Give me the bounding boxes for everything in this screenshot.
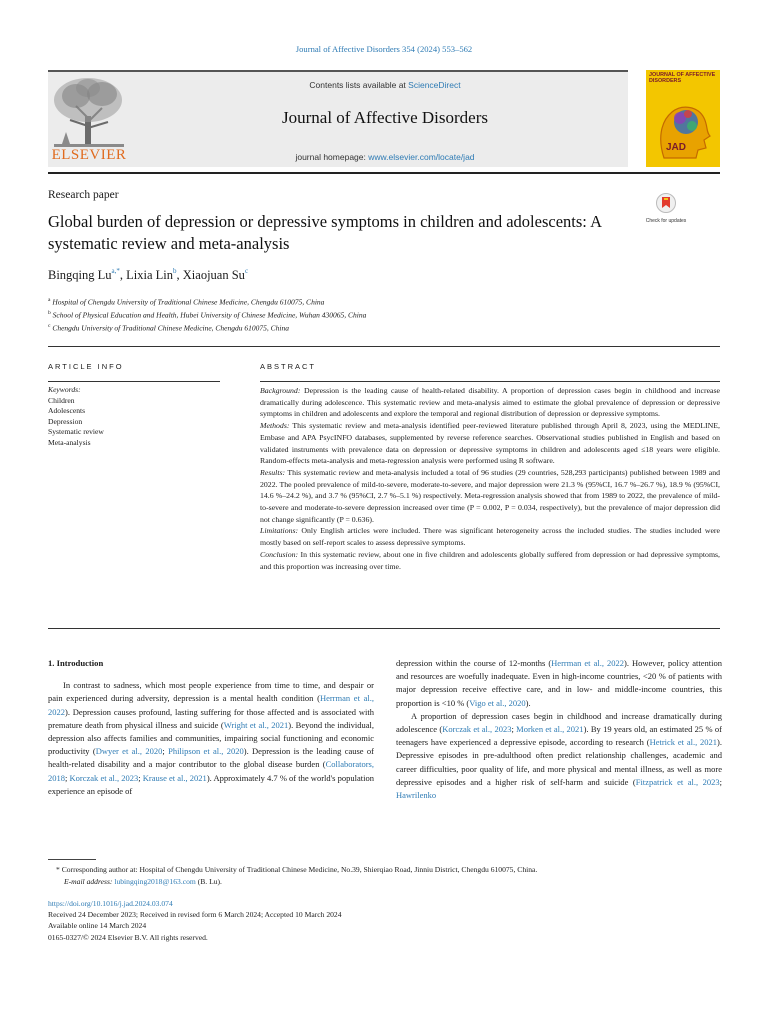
- article-info-rule: [48, 381, 220, 382]
- contents-prefix: Contents lists available at: [309, 80, 409, 90]
- abstract-rule: [260, 381, 720, 382]
- keyword-item[interactable]: Depression: [48, 416, 83, 426]
- abstract-limitations: Limitations: Only English articles were included. There was significant heterogeneity across the included studies. The studies included were mostly based on self-report scales to assess depressive symptoms.: [260, 526, 720, 548]
- contents-line: [140, 80, 630, 90]
- journal-citation[interactable]: Journal of Affective Disorders 354 (2024) 553–562: [295, 44, 473, 54]
- homepage-prefix: journal homepage:: [295, 152, 369, 162]
- paragraph-text: In contrast to sadness, which most people experience from time to time, and despair or pain experienced during adversity, depression is a mental health condition (: [48, 680, 374, 704]
- keywords-label: Keywords:: [48, 385, 81, 394]
- paragraph-text: ). However, policy attention and resources are woefully inadequate. Even in high-income countries, <20 % of patients with major depression receive effective care, and in low- and middle-income countries, this proportion is <10 % (: [396, 658, 722, 708]
- reference-link[interactable]: Philipson et al., 2020: [168, 746, 244, 757]
- abstract-background: Background: Depression is the leading cause of health-related disability. A proportion of depression cases begin in childhood and increase dramatically during adolescence. This systematic review and meta-analysis aimed to estimate the global prevalence of depression or depressive symptoms in children and adolescents and explore the temporal and regional distribution of depression or depressive symptoms.: [260, 386, 720, 419]
- author-name[interactable]: Lixia Lin: [126, 268, 174, 282]
- journal-name: Journal of Affective Disorders: [282, 108, 488, 127]
- available-online: Available online 14 March 2024: [48, 921, 147, 931]
- cover-title: JOURNAL OF AFFECTIVE DISORDERS: [649, 72, 716, 84]
- keyword-item[interactable]: Meta-analysis: [48, 437, 91, 447]
- paragraph-text: ). Depression causes profound, lasting suffering for those affected and is associated with premature death from physical illness and suicide (: [48, 706, 374, 730]
- paper-title: Global burden of depression or depressive symptoms in children and adolescents: A systematic review and meta-analysis: [48, 212, 602, 253]
- reference-link[interactable]: Fitzpatrick et al., 2023: [635, 776, 720, 787]
- journal-cover-thumbnail[interactable]: [646, 70, 720, 167]
- abstract-conclusion: Conclusion: In this systematic review, about one in five children and adolescents globally suffered from depression or had depressive symptoms, and this proportion was increasing over time.: [260, 549, 720, 571]
- intro-paragraph: [396, 657, 722, 710]
- journal-homepage-link[interactable]: www.elsevier.com/locate/jad: [368, 152, 475, 162]
- abstract-results: Results: This systematic review and meta-analysis included a total of 96 studies (29 countries, 528,293 participants) published between 1989 and 2022. The pooled prevalence of mild-to-severe, moderate-to-severe, and major depression were 21.3 % (95%CI, 16.7 %–26.7 %), 18.9 % (95%CI, 14.6 %–24.2 %), and 3.7 % (95%CI, 2.7 %–5.1 %) respectively. Meta-regression analysis showed that from 1989 to 2022, the prevalence of mild-to-severe and moderate-to-severe depression increased over time (P = 0.002, P = 0.034, respectively), but the prevalence of major depression did not change significantly (P = 0.636).: [260, 467, 720, 524]
- article-metadata: [48, 898, 720, 943]
- affiliation-item: $^b$ School of Physical Education and Health, Hubei University of Chinese Medicine, Wuhan 430065, China: [48, 310, 367, 320]
- paragraph-text: ;: [719, 776, 722, 787]
- cover-logo-text: JAD: [666, 142, 687, 153]
- article-info-heading: ARTICLE INFO: [48, 362, 124, 371]
- author-affiliation-marker[interactable]: b: [173, 267, 177, 275]
- author-separator: ,: [176, 268, 183, 282]
- section-divider: [48, 346, 720, 347]
- abstract-body: [260, 385, 720, 572]
- paragraph-text: ). Depressive episodes in pre-adulthood often predict relationship challenges, academic and career difficulties, poor quality of life, and more physical and mental illness, as well as more depressive episodes and a higher risk of self-harm and suicide (: [396, 737, 722, 787]
- reference-link[interactable]: Dwyer et al., 2020: [95, 746, 163, 757]
- elsevier-wordmark: ELSEVIER: [51, 147, 127, 163]
- footnote-corresponding: * Corresponding author at: Hospital of Chengdu University of Traditional Chinese Medicine, No.39, Shierqiao Road, Jinniu District, Chengdu 610075, China. E-mail address: lubingqing2018@163.com (B. Lu).: [56, 865, 538, 886]
- author-list: [48, 268, 248, 283]
- paragraph-text: ). Approximately 4.7 % of the world's population experience an episode of: [48, 772, 374, 796]
- check-updates-badge-icon: [655, 193, 677, 213]
- author-separator: ,: [119, 268, 127, 282]
- affiliation-item: $^a$ Hospital of Chengdu University of Traditional Chinese Medicine, Chengdu 610075, China: [48, 297, 325, 307]
- reference-link[interactable]: Morken et al., 2021: [516, 724, 584, 735]
- keyword-item[interactable]: Children: [48, 395, 75, 405]
- paragraph-text: A proportion of depression cases begin in childhood and increase dramatically during adolescence (: [396, 710, 722, 735]
- affiliation-item: $^c$ Chengdu University of Traditional Chinese Medicine, Chengdu 610075, China: [48, 323, 289, 333]
- footnote-rule: [48, 859, 96, 860]
- author-affiliation-marker[interactable]: c: [244, 267, 249, 275]
- received-dates: Received 24 December 2023; Received in revised form 6 March 2024; Accepted 10 March 2024: [48, 910, 342, 920]
- reference-link[interactable]: Herrman et al., 2022: [551, 658, 624, 668]
- body-column-right: [396, 657, 722, 802]
- reference-link[interactable]: Vigo et al., 2020: [469, 697, 526, 708]
- paper-type: Research paper: [48, 189, 119, 201]
- paragraph-text: ;: [138, 772, 143, 783]
- paragraph-text: depression within the course of 12-months (: [396, 658, 552, 668]
- reference-link[interactable]: Krause et al., 2021: [142, 772, 207, 783]
- reference-link[interactable]: Korczak et al., 2023: [69, 772, 139, 783]
- intro-paragraph: [48, 679, 374, 798]
- paragraph-text: ). Beyond the individual, depression also affects families and communities, impairing social functioning and economic productivity (: [48, 719, 374, 757]
- sciencedirect-link[interactable]: ScienceDirect: [408, 80, 461, 90]
- author-affiliation-marker[interactable]: a,*: [111, 267, 120, 275]
- check-for-updates-button[interactable]: [644, 193, 688, 229]
- check-updates-label: Check for updates: [645, 218, 687, 224]
- intro-paragraph: [396, 710, 722, 802]
- paragraph-text: ).: [525, 697, 531, 708]
- reference-link[interactable]: Herrman et al., 2022: [48, 693, 374, 717]
- section-heading-introduction: 1. Introduction: [48, 658, 104, 668]
- elsevier-tree-icon: [48, 76, 130, 150]
- keyword-item[interactable]: Systematic review: [48, 427, 104, 436]
- reference-link[interactable]: Collaborators, 2018: [48, 759, 374, 783]
- keywords-block: [48, 385, 220, 448]
- abstract-heading: ABSTRACT: [260, 362, 317, 371]
- keyword-item[interactable]: Adolescents: [48, 406, 86, 415]
- reference-link[interactable]: Hawrilenko: [396, 790, 437, 801]
- reference-link[interactable]: Korczak et al., 2023: [442, 724, 512, 735]
- body-column-left: [48, 657, 374, 798]
- corresponding-email-link[interactable]: lubingqing2018@163.com: [114, 877, 196, 886]
- doi-link[interactable]: https://doi.org/10.1016/j.jad.2024.03.074: [48, 899, 173, 908]
- homepage-line: [140, 152, 630, 162]
- elsevier-logo[interactable]: [48, 72, 130, 166]
- header-rule: [48, 172, 720, 174]
- paragraph-text: ;: [511, 724, 517, 735]
- affiliations: [48, 295, 648, 334]
- author-name[interactable]: Bingqing Lu: [48, 268, 112, 282]
- paragraph-text: ;: [162, 746, 169, 757]
- copyright-line: 0165-0327/© 2024 Elsevier B.V. All rights reserved.: [48, 932, 208, 942]
- paragraph-text: ). By 19 years old, an estimated 25 % of teenagers have experienced a depressive episode, according to research (: [396, 724, 722, 748]
- paragraph-text: ;: [65, 772, 70, 783]
- reference-link[interactable]: Wright et al., 2021: [223, 719, 289, 730]
- author-name[interactable]: Xiaojuan Su: [182, 268, 245, 282]
- abstract-bottom-rule: [48, 628, 720, 629]
- reference-link[interactable]: Hetrick et al., 2021: [649, 737, 718, 748]
- paragraph-text: ). Depression is the leading cause of health-related disability and a major contributor to the global disease burden (: [48, 746, 374, 770]
- abstract-methods: Methods: This systematic review and meta-analysis identified peer-reviewed literature published through April 8, 2023, using the MEDLINE, Embase and APA PsycINFO databases, supplemented by reverse reference searches. Observational studies published in English and based on validated instruments with prevalence data on depression or depressive symptoms in children and adolescents aged ≤18 years were eligible. Random-effects meta-analysis and meta-regression analysis were performed using R software.: [260, 421, 720, 466]
